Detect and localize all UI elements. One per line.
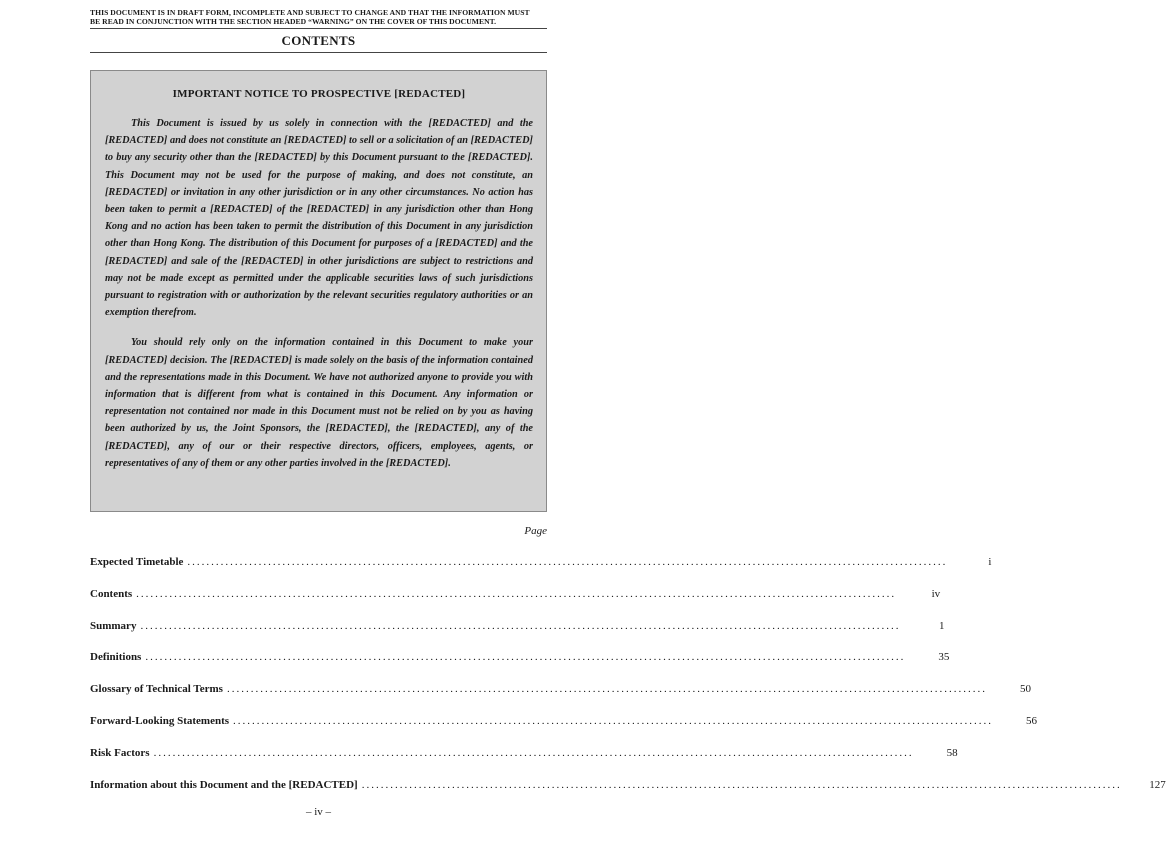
toc-entry-title: Risk Factors <box>90 746 150 759</box>
page-column-label: Page <box>524 525 547 537</box>
important-notice-box <box>90 70 547 512</box>
toc-entry-title: Forward-Looking Statements <box>90 714 230 727</box>
toc-leader-dots: ................................................................................................................................................................ <box>145 651 906 664</box>
toc-leader-dots: ................................................................................................................................................................ <box>226 683 987 696</box>
toc-leader-dots: ................................................................................................................................................................ <box>153 746 914 759</box>
toc-entry-page: 56 <box>1026 714 1038 727</box>
toc-entry-page: i <box>988 556 992 568</box>
toc-entry-title: Information about this Document and the [REDACTED] <box>90 778 358 791</box>
toc-entry-page: 1 <box>938 619 945 632</box>
toc-entry[interactable] <box>90 683 1031 715</box>
page-title: CONTENTS <box>281 33 356 48</box>
notice-paragraph-2: You should rely only on the information contained in this Document to make your [REDACTED] decision. The [REDACTED] is made solely on the basis of the information contained and the representations made in this Document. We have not authorized anyone to provide you with information that is different from what is contained in this Document. Any information or representation not contained nor made in this Document must not be relied on by you as having been authorized by us, the Joint Sponsors, the [REDACTED], the [REDACTED], any of the [REDACTED], any of our or their respective directors, officers, employees, agents, or representatives of any of them or any other parties involved in the [REDACTED]. <box>105 337 533 469</box>
toc-leader-dots: ................................................................................................................................................................ <box>361 778 1122 791</box>
toc-entry-page: 50 <box>1019 683 1031 696</box>
toc-entry[interactable] <box>90 746 958 779</box>
toc-entry-page: iv <box>931 587 941 600</box>
notice-title: IMPORTANT NOTICE TO PROSPECTIVE [REDACTED] <box>172 88 466 100</box>
table-of-contents <box>90 556 1166 810</box>
toc-entry-page: 35 <box>938 651 950 664</box>
toc-entry-page: 58 <box>946 746 958 759</box>
toc-entry[interactable] <box>90 714 1038 747</box>
toc-entry-title: Summary <box>90 619 137 632</box>
toc-entry-title: Expected Timetable <box>90 556 184 568</box>
toc-entry[interactable] <box>90 587 941 620</box>
toc-entry-title: Definitions <box>90 651 142 664</box>
notice-paragraph-1: This Document is issued by us solely in connection with the [REDACTED] and the [REDACTED] and does not constitute an [REDACTED] to sell or a solicitation of an [REDACTED] to buy any security other than the [REDACTED] by this Document pursuant to the [REDACTED]. This Document may not be used for the purpose of making, and does not constitute, an [REDACTED] or invitation in any other jurisdiction or in any other circumstances. No action has been taken to permit a [REDACTED] of the [REDACTED] in any jurisdiction other than Hong Kong and no action has been taken to permit the distribution of this Document in any jurisdiction other than Hong Kong. The distribution of this Document for purposes of a [REDACTED] and the [REDACTED] and sale of the [REDACTED] in other jurisdictions are subject to restrictions and may not be made except as permitted under the applicable securities laws of such jurisdictions pursuant to registration with or authorization by the relevant securities regulatory authorities or an exemption therefrom. <box>105 118 533 319</box>
toc-entry-title: Glossary of Technical Terms <box>90 683 223 696</box>
toc-leader-dots: ................................................................................................................................................................ <box>187 556 948 568</box>
toc-leader-dots: ................................................................................................................................................................ <box>136 587 897 600</box>
draft-warning-header <box>90 8 547 26</box>
toc-leader-dots: ................................................................................................................................................................ <box>140 619 901 632</box>
toc-leader-dots: ................................................................................................................................................................ <box>233 714 994 727</box>
toc-entry[interactable] <box>90 651 950 683</box>
toc-entry[interactable] <box>90 619 945 652</box>
header-line-2: BE READ IN CONJUNCTION WITH THE SECTION HEADED “WARNING” ON THE COVER OF THIS DOCUMENT. <box>90 17 497 26</box>
header-line-1: THIS DOCUMENT IS IN DRAFT FORM, INCOMPLETE AND SUBJECT TO CHANGE AND THAT THE INFORMATION MUST <box>90 8 530 17</box>
toc-entry-page: 127 <box>1149 778 1166 791</box>
toc-entry-title: Contents <box>90 587 133 600</box>
header-rule <box>90 28 547 29</box>
page-number-footer: – iv – <box>305 806 332 818</box>
title-rule <box>90 52 547 53</box>
toc-entry[interactable] <box>90 556 992 588</box>
